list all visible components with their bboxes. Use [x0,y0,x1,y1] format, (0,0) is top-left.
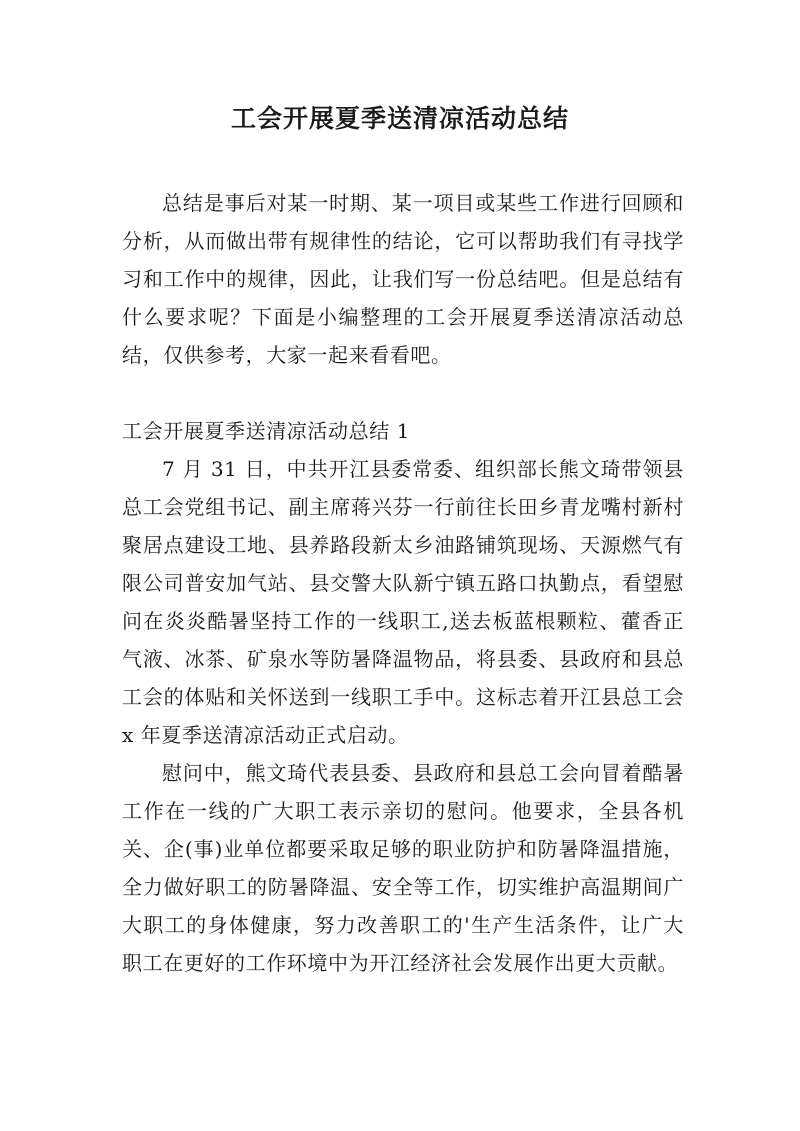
body-paragraph-1: 7 月 31 日，中共开江县委常委、组织部长熊文琦带领县总工会党组书记、副主席蒋兴芬一行前往长田乡青龙嘴村新村聚居点建设工地、县养路段新太乡油路铺筑现场、天源燃气有限公司普安加气站、县交警大队新宁镇五路口执勤点，看望慰问在炎炎酷暑坚持工作的一线职工,送去板蓝根颗粒、藿香正气液、冰茶、矿泉水等防暑降温物品，将县委、县政府和县总工会的体贴和关怀送到一线职工手中。这标志着开江县总工会 x 年夏季送清凉活动正式启动。 [122,457,684,747]
section-heading: 工会开展夏季送清凉活动总结 1 [122,419,411,443]
intro-paragraph: 总结是事后对某一时期、某一项目或某些工作进行回顾和分析，从而做出带有规律性的结论，它可以帮助我们有寻找学习和工作中的规律，因此，让我们写一份总结吧。但是总结有什么要求呢？下面是小编整理的工会开展夏季送清凉活动总结，仅供参考，大家一起来看看吧。 [122,191,684,367]
body-paragraph-2: 慰问中，熊文琦代表县委、县政府和县总工会向冒着酷暑工作在一线的广大职工表示亲切的慰问。他要求，全县各机关、企(事)业单位都要采取足够的职业防护和防暑降温措施，全力做好职工的防暑降温、安全等工作，切实维护高温期间广大职工的身体健康，努力改善职工的'生产生活条件，让广大职工在更好的工作环境中为开江经济社会发展作出更大贡献。 [122,761,684,975]
document-title: 工会开展夏季送清凉活动总结 [230,104,569,133]
